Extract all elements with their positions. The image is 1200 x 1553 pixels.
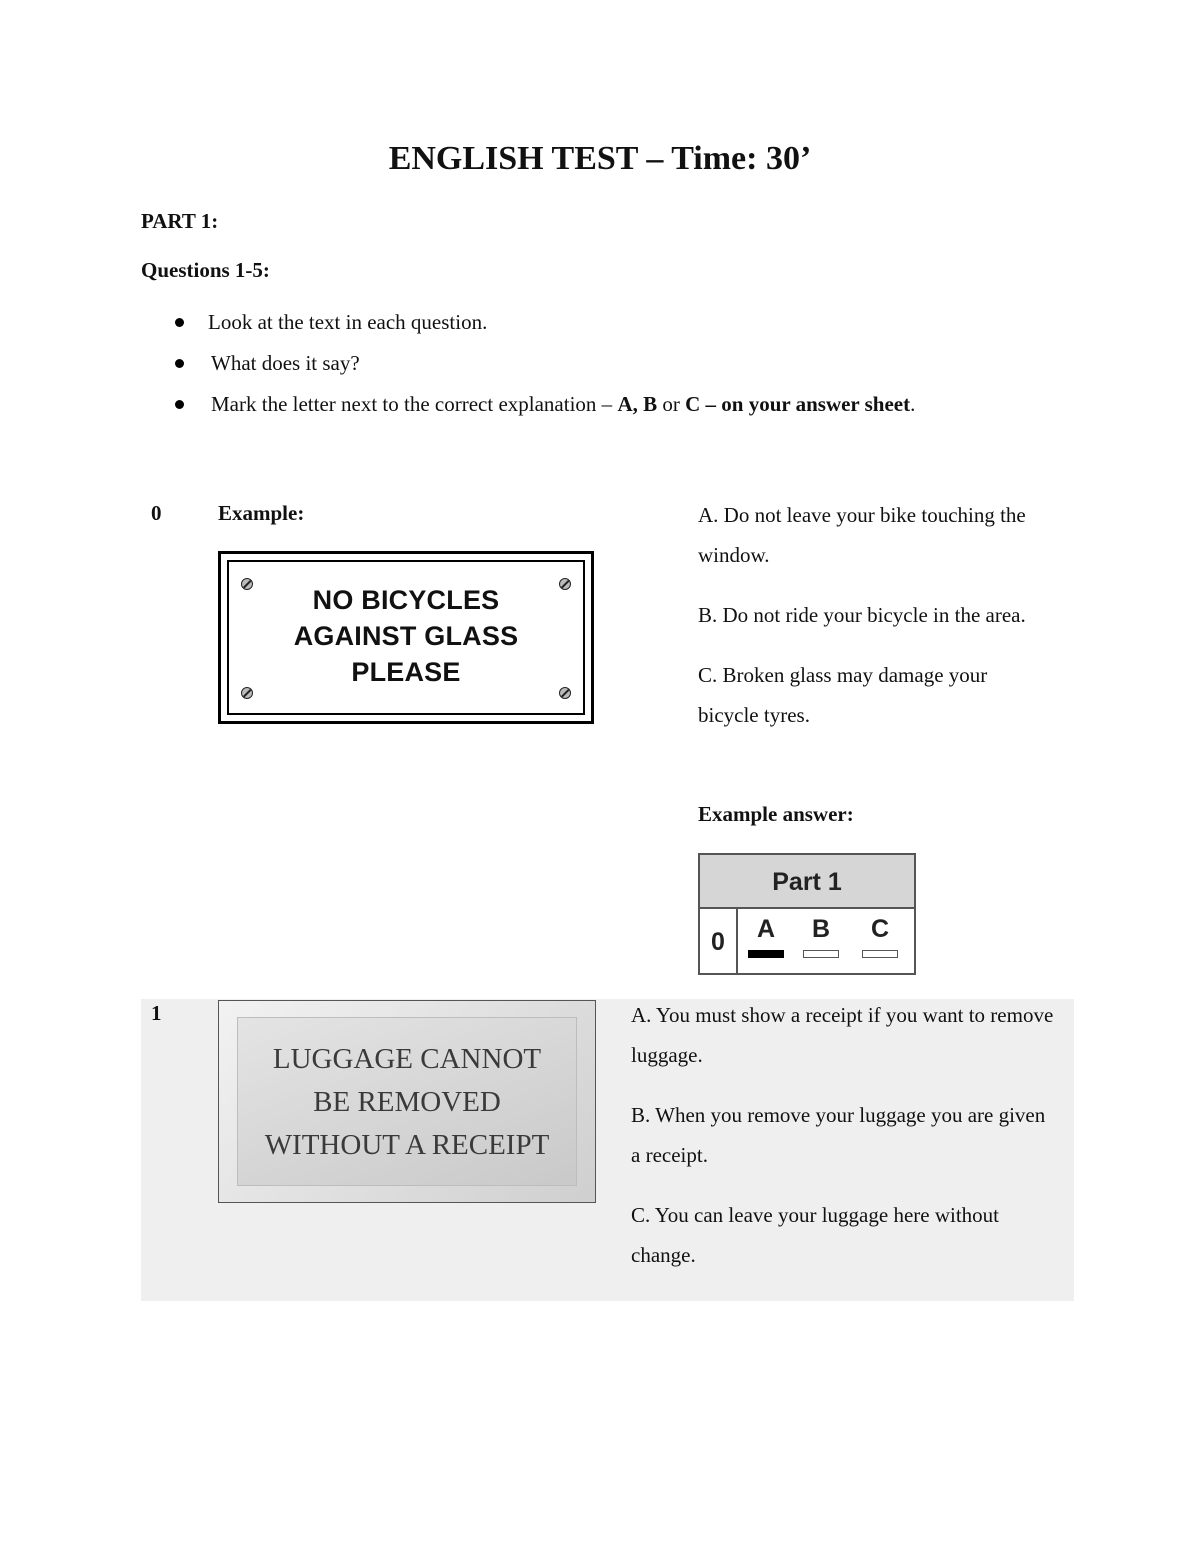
answer-box-b xyxy=(803,950,839,958)
option-b: B. Do not ride your bicycle in the area. xyxy=(698,603,1026,627)
instruction-text xyxy=(211,389,915,419)
example-options xyxy=(698,495,1048,755)
instruction-emphasis: C – on your answer sheet xyxy=(685,392,911,416)
sign-line: WITHOUT A RECEIPT xyxy=(264,1129,550,1161)
sign-line: LUGGAGE CANNOT xyxy=(272,1043,542,1075)
instruction-text: What does it say? xyxy=(211,351,360,375)
option-a: A. You must show a receipt if you want to remove luggage. xyxy=(631,1003,1054,1067)
sign-line: PLEASE xyxy=(351,657,461,687)
questions-heading: Questions 1-5: xyxy=(141,258,270,282)
answer-sheet xyxy=(698,853,916,975)
page-title: ENGLISH TEST – Time: 30’ xyxy=(388,140,812,177)
example-answer-label: Example answer: xyxy=(698,802,854,826)
instruction-text-part: or xyxy=(657,392,686,416)
sign-line: AGAINST GLASS xyxy=(293,621,519,651)
instruction-emphasis: A, B xyxy=(617,392,658,416)
part-heading: PART 1: xyxy=(141,209,219,233)
bullet-icon xyxy=(175,400,184,409)
answer-box-c xyxy=(862,950,898,958)
sign-line: NO BICYCLES xyxy=(312,585,500,615)
question-number: 0 xyxy=(151,501,162,525)
answer-box-a xyxy=(748,950,784,958)
example-sign xyxy=(218,551,594,724)
sign-text xyxy=(221,582,591,690)
question-number: 1 xyxy=(151,1001,162,1025)
sign-line: BE REMOVED xyxy=(313,1086,501,1118)
answer-sheet-row-number: 0 xyxy=(700,909,738,973)
answer-choice-b: B xyxy=(811,915,831,943)
sign-text xyxy=(219,1038,595,1167)
option-a: A. Do not leave your bike touching the window. xyxy=(698,503,1026,567)
option-c: C. Broken glass may damage your bicycle tyres. xyxy=(698,663,988,727)
option-c: C. You can leave your luggage here without change. xyxy=(631,1203,1000,1267)
bullet-icon xyxy=(175,359,184,368)
answer-sheet-header: Part 1 xyxy=(700,855,914,909)
answer-choice-c: C xyxy=(870,915,890,943)
bullet-icon xyxy=(175,318,184,327)
option-b: B. When you remove your luggage you are given a receipt. xyxy=(631,1103,1046,1167)
instruction-text-part: Mark the letter next to the correct explanation – xyxy=(211,392,618,416)
question-1-options xyxy=(631,995,1056,1295)
instruction-text-part: . xyxy=(910,392,916,416)
instruction-text: Look at the text in each question. xyxy=(208,310,488,334)
example-label: Example: xyxy=(218,501,305,525)
answer-choice-a: A xyxy=(756,915,776,943)
question-1-sign xyxy=(218,1000,596,1203)
